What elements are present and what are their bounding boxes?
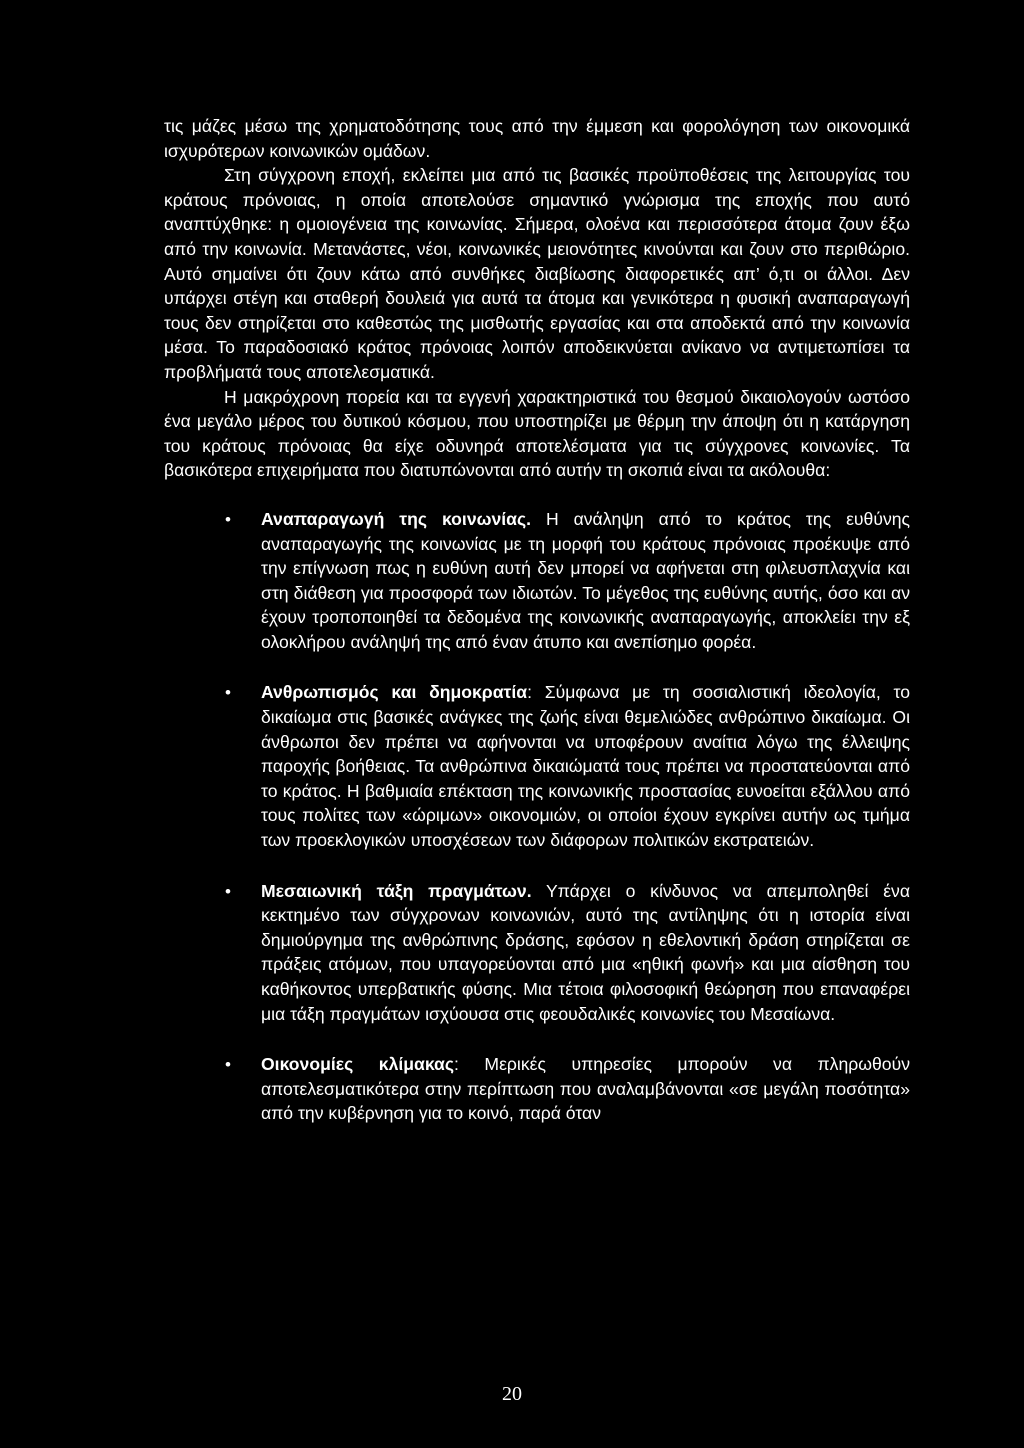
list-item-text: : Σύμφωνα με τη σοσιαλιστική ιδεολογία, το δικαίωμα στις βασικές ανάγκες της ζωής είναι θεμελιώδες ανθρώπινο δικαίωμα. Οι άνθρωποι δεν πρέπει να αφήνονται να υποφέρουν αναίτια λόγω της έλλειψης παροχής βοήθειας. Τα ανθρώπινα δικαιώματά τους πρέπει να προστατεύονται από το κράτος. Η βαθμιαία επέκταση της κοινωνικής προστασίας ευνοείται εξάλλου από τους πολίτες των «ώριμων» οικονομιών, οι οποίοι έχουν εγκρίνει αυτήν ως τμήμα των προεκλογικών υποσχέσεων των διάφορων πολιτικών εκστρατειών. (261, 682, 910, 851)
list-item-term: Ανθρωπισμός και δημοκρατία (261, 682, 528, 703)
list-item (164, 1052, 910, 1126)
list-item-text: Η ανάληψη από το κράτος της ευθύνης αναπαραγωγής της κοινωνίας με τη μορφή του κράτους πρόνοιας προέκυψε από την επίγνωση πως η ευθύνη αυτή δεν μπορεί να αφήνεται στη φιλευσπλαχνία και στη διάθεση για προσφορά των ιδιωτών. Το μέγεθος της ευθύνης αυτής, όσο και αν έχουν τροποποιηθεί τα δεδομένα της κοινωνικής αναπαραγωγής, αποκλείει την εξ ολοκλήρου ανάληψή της από έναν άτυπο και ανεπίσημο φορέα. (261, 508, 911, 652)
bullet-icon: • (225, 683, 231, 703)
list-item-term: Μεσαιωνική τάξη πραγμάτων. (261, 880, 532, 901)
paragraph-arguments-intro: Η μακρόχρονη πορεία και τα εγγενή χαρακτηριστικά του θεσμού δικαιολογούν ωστόσο ένα μεγάλο μέρος του δυτικού κόσμου, που υποστηρίζει με θέρμη την άποψη ότι η κατάργηση του κράτους πρόνοιας θα είχε οδυνηρά αποτελέσματα για τις σύγχρονες κοινωνίες. Τα βασικότερα επιχειρήματα που διατυπώνονται από αυτήν τη σκοπιά είναι τα ακόλουθα: (164, 386, 910, 481)
list-item (164, 680, 910, 852)
list-item-term: Αναπαραγωγή της κοινωνίας. (261, 508, 531, 529)
paragraph-welfare-state-modern: Στη σύγχρονη εποχή, εκλείπει μια από τις βασικές προϋποθέσεις της λειτουργίας του κράτους πρόνοιας, η οποία αποτελούσε σημαντικό γνώρισμα της εποχής που αυτό αναπτύχθηκε: η ομοιογένεια της κοινωνίας. Σήμερα, ολοένα και περισσότερα άτομα ζουν έξω από την κοινωνία. Μετανάστες, νέοι, κοινωνικές μειονότητες κινούνται και ζουν στο περιθώριο. Αυτό σημαίνει ότι ζουν κάτω από συνθήκες διαβίωσης διαφορετικές απ’ ό,τι οι άλλοι. Δεν υπάρχει στέγη και σταθερή δουλειά για αυτά τα άτομα και γενικότερα η φυσική αναπαραγωγή τους δεν στηρίζεται στο καθεστώς της μισθωτής εργασίας και στα αποδεκτά από την κοινωνία μέσα. Το παραδοσιακό κράτος πρόνοιας λοιπόν αποδεικνύεται ανίκανο να αντιμετωπίσει τα προβλήματά τους αποτελεσματικά. (164, 165, 910, 382)
page-body (164, 114, 910, 1152)
bullet-icon: • (225, 509, 231, 529)
list-item (164, 507, 910, 655)
list-item-term: Οικονομίες κλίμακας (261, 1054, 455, 1075)
bullet-icon: • (225, 1055, 231, 1075)
bullet-icon: • (225, 881, 231, 901)
list-item-text: Υπάρχει ο κίνδυνος να απεμποληθεί ένα κεκτημένο των σύγχρονων κοινωνιών, αυτό της αντίληψης ότι η ιστορία είναι δημιούργημα της ανθρώπινης δράσης, εφόσον η εθελοντική δράση στηρίζεται σε πράξεις ατόμων, που υπαγορεύονται από μια «ηθική φωνή» και μια αίσθηση του καθήκοντος υπερβατικής φύσης. Μια τέτοια φιλοσοφική θεώρηση που επαναφέρει μια τάξη πραγμάτων ισχύουσα στις φεουδαλικές κοινωνίες του Μεσαίωνα. (261, 880, 911, 1024)
page-number: 20 (502, 1383, 522, 1405)
list-item (164, 879, 910, 1027)
list-item-text: : Μερικές υπηρεσίες μπορούν να πληρωθούν αποτελεσματικότερα στην περίπτωση που αναλαμβάνονται «σε μεγάλη ποσότητα» από την κυβέρνηση για το κοινό, παρά όταν (261, 1054, 910, 1124)
argument-list (164, 507, 910, 1126)
paragraph-continuation: τις μάζες μέσω της χρηματοδότησης τους από την έμμεση και φορολόγηση των οικονομικά ισχυρότερων κοινωνικών ομάδων. (164, 116, 910, 161)
